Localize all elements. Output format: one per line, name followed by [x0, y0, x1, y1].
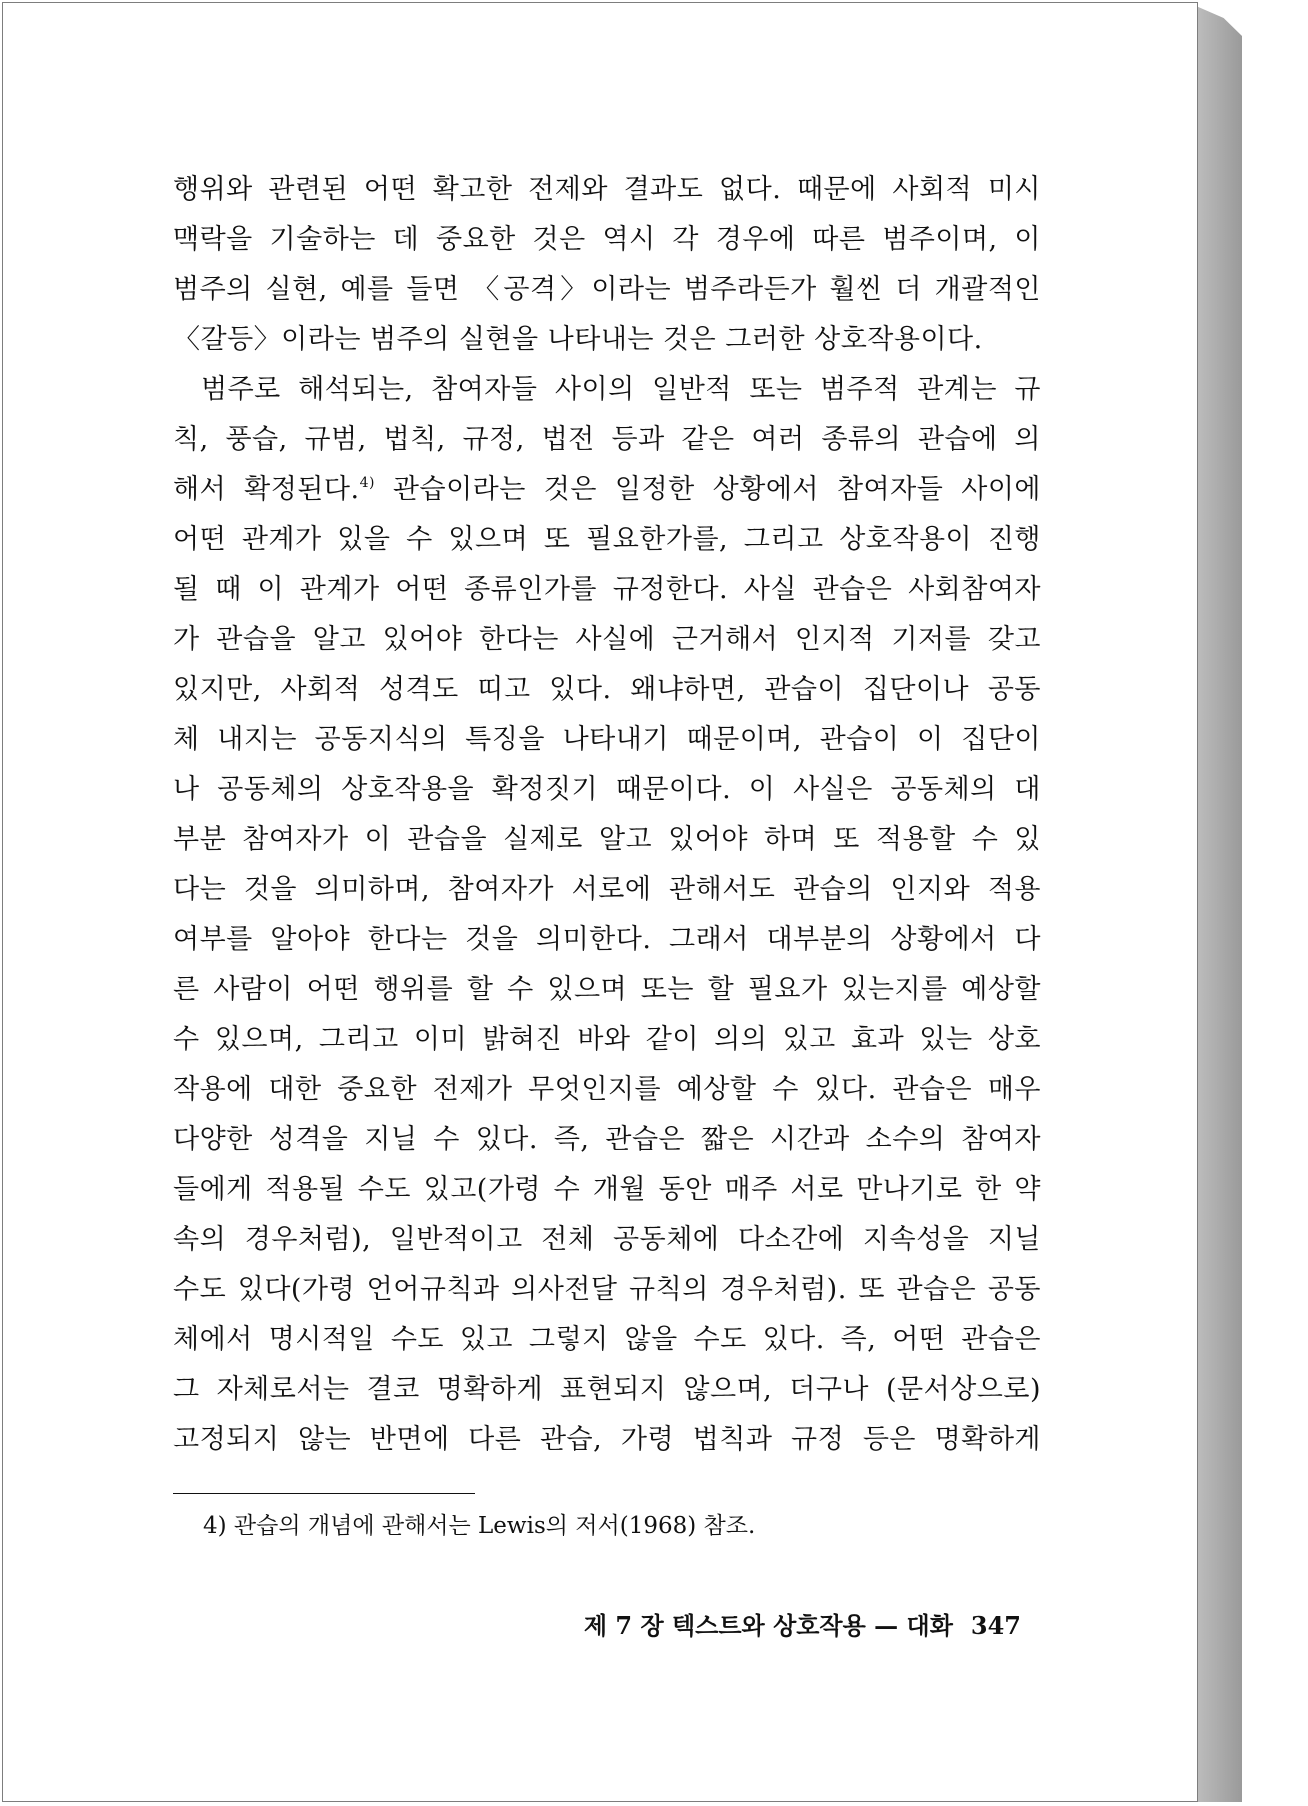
text-line: 범주로 해석되는, 참여자들 사이의 일반적 또는 범주적 관계는 규 [201, 374, 1041, 405]
chapter-title: 제 7 장 텍스트와 상호작용 — 대화 [583, 1611, 953, 1640]
text-line [173, 465, 1041, 515]
footnote-marker: 4) [359, 475, 375, 491]
text-line: 있지만, 사회적 성격도 띠고 있다. 왜냐하면, 관습이 집단이나 공동 [173, 674, 1041, 705]
text-line: 나 공동체의 상호작용을 확정짓기 때문이다. 이 사실은 공동체의 대 [173, 774, 1041, 805]
text-line: 고정되지 않는 반면에 다른 관습, 가령 법칙과 규정 등은 명확하게 [173, 1424, 1041, 1455]
text-line: 다는 것을 의미하며, 참여자가 서로에 관해서도 관습의 인지와 적용 [173, 874, 1041, 905]
text-line: 부분 참여자가 이 관습을 실제로 알고 있어야 하며 또 적용할 수 있 [173, 824, 1041, 855]
page-edge-shadow [1196, 6, 1242, 1802]
text-line: 〈갈등〉이라는 범주의 실현을 나타내는 것은 그러한 상호작용이다. [173, 324, 983, 355]
text-line: 수 있으며, 그리고 이미 밝혀진 바와 같이 의의 있고 효과 있는 상호 [173, 1024, 1041, 1055]
text-line: 들에게 적용될 수도 있고(가령 수 개월 동안 매주 서로 만나기로 한 약 [173, 1174, 1041, 1205]
text-line: 어떤 관계가 있을 수 있으며 또 필요한가를, 그리고 상호작용이 진행 [173, 524, 1041, 555]
text-line: 가 관습을 알고 있어야 한다는 사실에 근거해서 인지적 기저를 갖고 [173, 624, 1041, 655]
page-number: 347 [970, 1611, 1021, 1640]
body-text [173, 165, 1041, 1465]
text-line: 범주의 실현, 예를 들면 〈공격〉이라는 범주라든가 훨씬 더 개괄적인 [173, 274, 1041, 305]
text-line: 체에서 명시적일 수도 있고 그렇지 않을 수도 있다. 즉, 어떤 관습은 [173, 1324, 1041, 1355]
text-line: 체 내지는 공동지식의 특징을 나타내기 때문이며, 관습이 이 집단이 [173, 724, 1041, 755]
running-footer [581, 1611, 1021, 1641]
footnote-divider [173, 1493, 475, 1494]
text-line: 른 사람이 어떤 행위를 할 수 있으며 또는 할 필요가 있는지를 예상할 [173, 974, 1041, 1005]
text-line: 될 때 이 관계가 어떤 종류인가를 규정한다. 사실 관습은 사회참여자 [173, 574, 1041, 605]
text-line: 행위와 관련된 어떤 확고한 전제와 결과도 없다. 때문에 사회적 미시 [173, 174, 1041, 205]
text-line: 속의 경우처럼), 일반적이고 전체 공동체에 다소간에 지속성을 지닐 [173, 1224, 1041, 1255]
text-segment: 관습이라는 것은 일정한 상황에서 참여자들 사이에 [374, 474, 1041, 505]
text-line: 다양한 성격을 지닐 수 있다. 즉, 관습은 짧은 시간과 소수의 참여자 [173, 1124, 1041, 1155]
book-page [2, 2, 1198, 1802]
text-line: 수도 있다(가령 언어규칙과 의사전달 규칙의 경우처럼). 또 관습은 공동 [173, 1274, 1041, 1305]
text-line: 여부를 알아야 한다는 것을 의미한다. 그래서 대부분의 상황에서 다 [173, 924, 1041, 955]
text-line: 그 자체로서는 결코 명확하게 표현되지 않으며, 더구나 (문서상으로) [173, 1374, 1041, 1405]
text-line: 작용에 대한 중요한 전제가 무엇인지를 예상할 수 있다. 관습은 매우 [173, 1074, 1041, 1105]
text-segment: 해서 확정된다. [173, 474, 360, 505]
text-line: 칙, 풍습, 규범, 법칙, 규정, 법전 등과 같은 여러 종류의 관습에 의 [173, 424, 1041, 455]
footnote: 4) 관습의 개념에 관해서는 Lewis의 저서(1968) 참조. [203, 1513, 756, 1539]
text-line: 맥락을 기술하는 데 중요한 것은 역시 각 경우에 따른 범주이며, 이 [173, 224, 1041, 255]
